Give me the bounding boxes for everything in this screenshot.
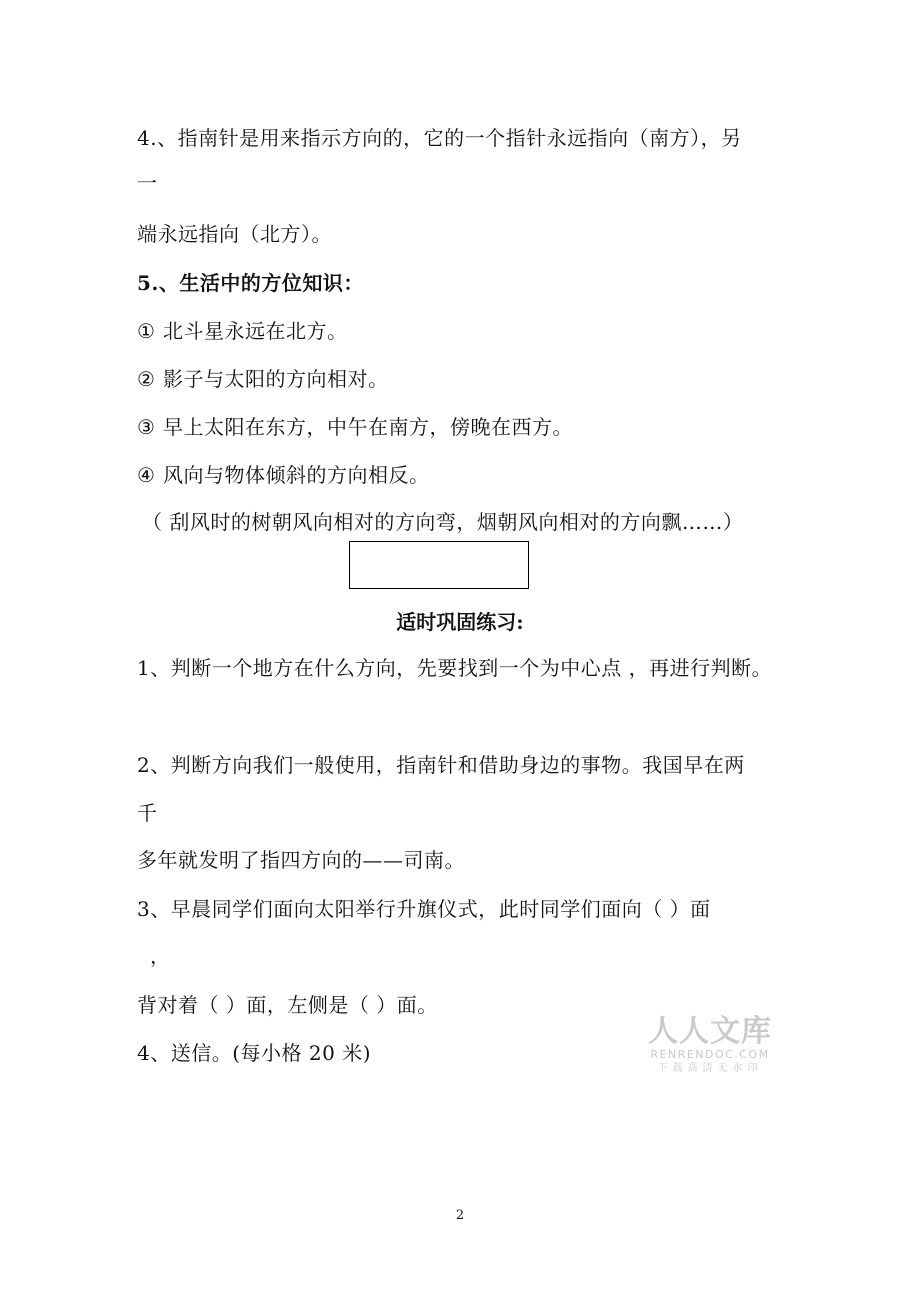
number-marker: ② xyxy=(137,367,156,391)
text-line: 一 xyxy=(137,171,158,195)
section-heading: 5.、生活中的方位知识： xyxy=(137,271,364,295)
watermark-url: RENRENDOC.COM xyxy=(650,1048,770,1061)
text-line: 1、判断一个地方在什么方向，先要找到一个为中心点 ，再进行判断。 xyxy=(137,656,773,680)
list-item-text: 北斗星永远在北方。 xyxy=(163,319,348,343)
text-line: 3、早晨同学们面向太阳举行升旗仪式，此时同学们面向（ ）面 xyxy=(137,897,711,921)
list-item-text: 影子与太阳的方向相对。 xyxy=(163,367,389,391)
text-line: 2、判断方向我们一般使用，指南针和借助身边的事物。我国早在两 xyxy=(137,753,745,777)
list-item xyxy=(137,415,573,439)
list-item-text: 风向与物体倾斜的方向相反。 xyxy=(163,463,430,487)
text-line: ， xyxy=(150,944,171,968)
list-item-text: 早上太阳在东方，中午在南方，傍晚在西方。 xyxy=(163,415,573,439)
watermark xyxy=(640,1016,780,1076)
text-line: 千 xyxy=(137,801,158,825)
text-line: 端永远指向（北方）。 xyxy=(137,222,332,246)
text-line: 4、送信。(每小格 20 米) xyxy=(137,1041,371,1065)
list-item xyxy=(137,463,430,487)
exercise-heading: 适时巩固练习: xyxy=(396,610,524,634)
list-item xyxy=(137,367,389,391)
watermark-title: 人人文库 xyxy=(648,1014,772,1049)
empty-box xyxy=(349,541,529,589)
number-marker: ① xyxy=(137,319,156,343)
number-marker: ④ xyxy=(137,463,156,487)
text-line: 4.、指南针是用来指示方向的，它的一个指针永远指向（南方），另 xyxy=(137,126,742,150)
text-line: 背对着（ ）面，左侧是（ ）面。 xyxy=(137,993,438,1017)
number-marker: ③ xyxy=(137,415,156,439)
list-item xyxy=(137,319,348,343)
page-number: 2 xyxy=(455,1208,465,1223)
watermark-subtitle: 下载高清无水印 xyxy=(657,1063,763,1074)
text-line: （ 刮风时的树朝风向相对的方向弯，烟朝风向相对的方向飘……） xyxy=(142,510,744,534)
text-line: 多年就发明了指四方向的——司南。 xyxy=(137,848,465,872)
